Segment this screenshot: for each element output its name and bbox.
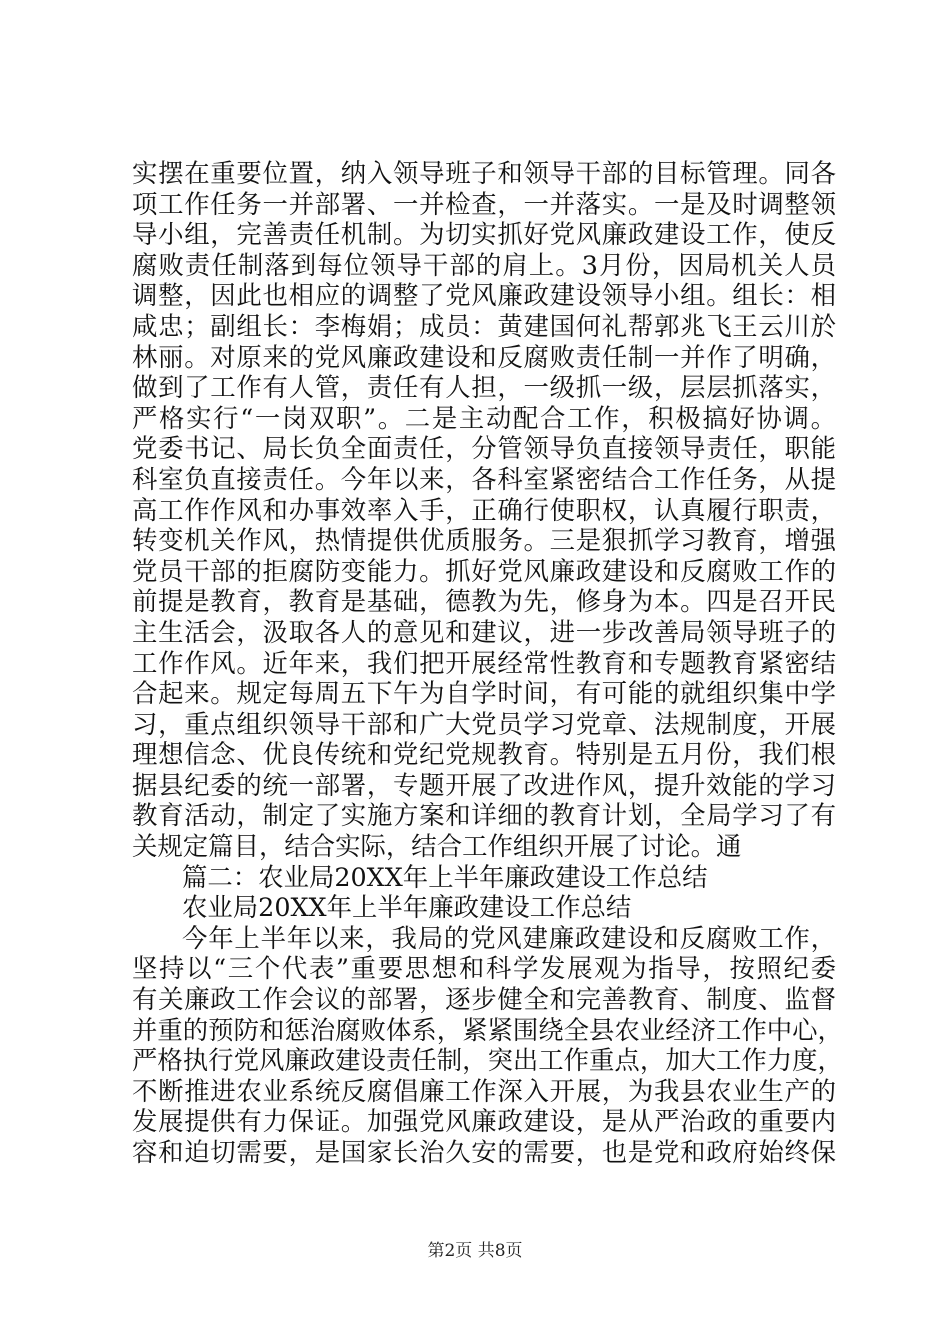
text-line: 咸忠；副组长：李梅娟；成员：黄建国何礼帮郭兆飞王云川於	[132, 310, 836, 341]
text-line: 转变机关作风，热情提供优质服务。三是狠抓学习教育，增强	[132, 525, 836, 556]
text-line: 前提是教育，教育是基础，德教为先，修身为本。四是召开民	[132, 586, 836, 617]
text-line: 坚持以“三个代表”重要思想和科学发展观为指导，按照纪委	[132, 953, 836, 984]
text-line: 理想信念、优良传统和党纪党规教育。特别是五月份，我们根	[132, 739, 836, 770]
text-line: 实摆在重要位置，纳入领导班子和领导干部的目标管理。同各	[132, 158, 836, 188]
text-line: 高工作作风和办事效率入手，正确行使职权，认真履行职责，	[132, 494, 836, 525]
text-line: 合起来。规定每周五下午为自学时间，有可能的就组织集中学	[132, 678, 836, 709]
section-heading: 篇二：农业局20XX年上半年廉政建设工作总结	[182, 861, 708, 892]
article-title: 农业局20XX年上半年廉政建设工作总结	[182, 892, 632, 923]
text-line: 关规定篇目，结合实际，结合工作组织开展了讨论。通	[132, 831, 742, 862]
text-line: 做到了工作有人管，责任有人担，一级抓一级，层层抓落实，	[132, 372, 836, 403]
page-number: 第2页 共8页	[427, 1241, 523, 1261]
text-line: 调整，因此也相应的调整了党风廉政建设领导小组。组长：相	[132, 280, 836, 311]
text-line: 项工作任务一并部署、一并检查，一并落实。一是及时调整领	[132, 188, 836, 219]
text-line: 主生活会，汲取各人的意见和建议，进一步改善局领导班子的	[132, 616, 836, 647]
text-line: 导小组，完善责任机制。为切实抓好党风廉政建设工作，使反	[132, 219, 836, 250]
text-line: 严格执行党风廉政建设责任制，突出工作重点，加大工作力度，	[132, 1045, 843, 1076]
text-line: 严格实行“一岗双职”。二是主动配合工作，积极搞好协调。	[132, 402, 836, 433]
text-line: 工作作风。近年来，我们把开展经常性教育和专题教育紧密结	[132, 647, 836, 678]
text-line: 教育活动，制定了实施方案和详细的教育计划，全局学习了有	[132, 800, 836, 831]
text-line: 今年上半年以来，我局的党风建廉政建设和反腐败工作，	[182, 922, 836, 953]
text-line: 党委书记、局长负全面责任，分管领导负直接领导责任，职能	[132, 433, 836, 464]
text-line: 林丽。对原来的党风廉政建设和反腐败责任制一并作了明确，	[132, 341, 836, 372]
text-line: 据县纪委的统一部署，专题开展了改进作风，提升效能的学习	[132, 769, 836, 800]
text-line: 并重的预防和惩治腐败体系，紧紧围绕全县农业经济工作中心，	[132, 1014, 843, 1045]
text-line: 习，重点组织领导干部和广大党员学习党章、法规制度，开展	[132, 708, 836, 739]
text-line: 科室负直接责任。今年以来，各科室紧密结合工作任务，从提	[132, 463, 836, 494]
text-line: 腐败责任制落到每位领导干部的肩上。3月份，因局机关人员	[132, 249, 836, 280]
document-body	[132, 158, 843, 1168]
text-line: 发展提供有力保证。加强党风廉政建设，是从严治政的重要内	[132, 1106, 836, 1137]
text-line: 党员干部的拒腐防变能力。抓好党风廉政建设和反腐败工作的	[132, 555, 836, 586]
text-line: 有关廉政工作会议的部署，逐步健全和完善教育、制度、监督	[132, 984, 836, 1015]
text-line: 不断推进农业系统反腐倡廉工作深入开展，为我县农业生产的	[132, 1075, 836, 1106]
text-line: 容和迫切需要，是国家长治久安的需要，也是党和政府始终保	[132, 1137, 836, 1167]
